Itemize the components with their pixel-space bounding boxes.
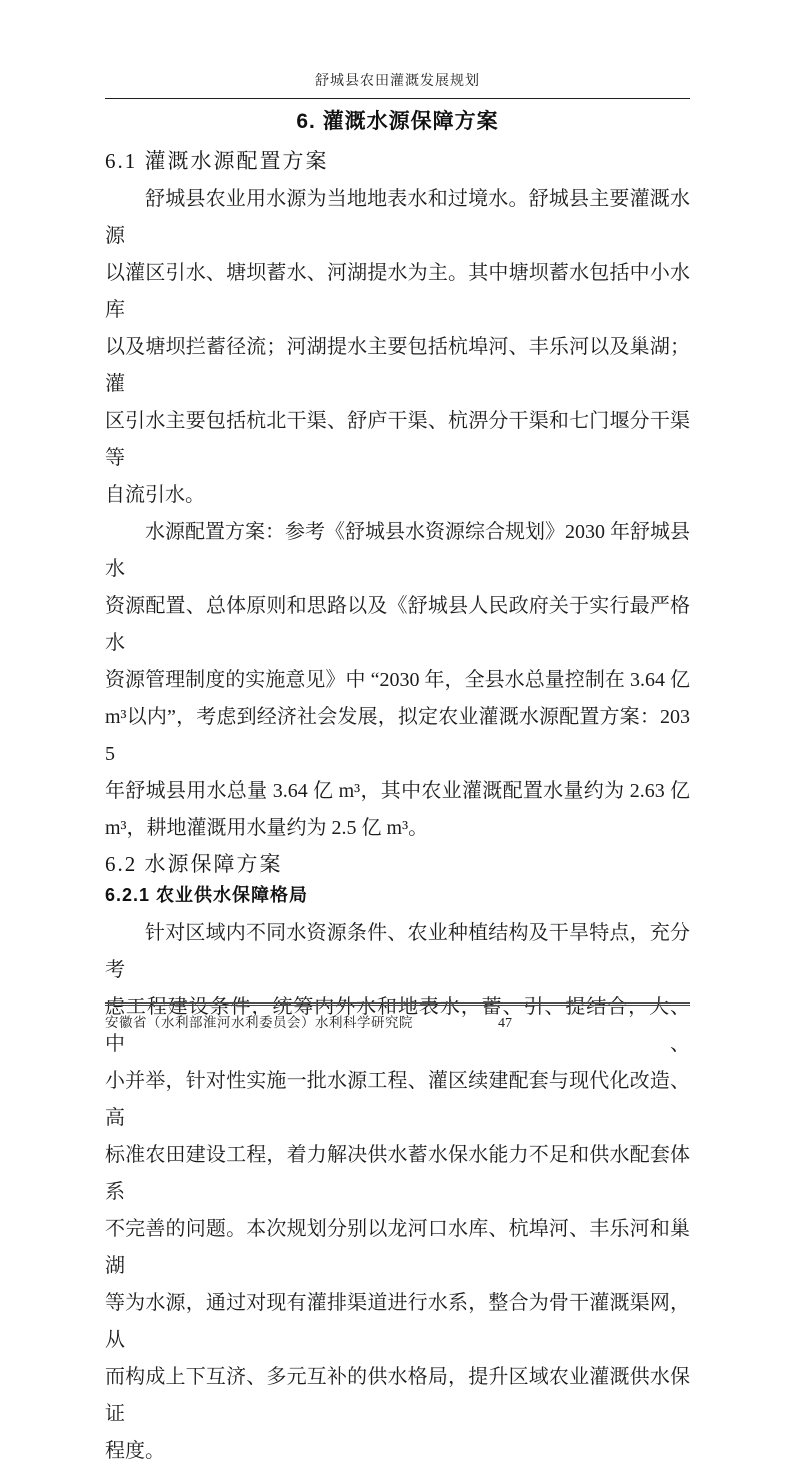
page-content — [105, 0, 690, 1470]
page-number: 47 — [498, 1016, 512, 1031]
paragraph-line: 资源配置、总体原则和思路以及《舒城县人民政府关于实行最严格水 — [105, 595, 690, 654]
paragraph-1 — [105, 181, 690, 514]
paragraph-line: 舒城县农业用水源为当地地表水和过境水。舒城县主要灌溉水源 — [105, 188, 690, 247]
section-6-2-1-heading: 6.2.1 农业供水保障格局 — [105, 885, 309, 905]
paragraph-line: 自流引水。 — [105, 484, 205, 506]
paragraph-line: 区引水主要包括杭北干渠、舒庐干渠、杭淠分干渠和七门堰分干渠等 — [105, 410, 690, 469]
chapter-title: 6. 灌溉水源保障方案 — [296, 110, 499, 133]
paragraph-line: 针对区域内不同水资源条件、农业种植结构及干旱特点，充分考 — [105, 922, 690, 981]
section-6-1-heading: 6.1 灌溉水源配置方案 — [105, 149, 329, 173]
header-rule — [105, 98, 690, 99]
paragraph-line: 程度。 — [105, 1440, 165, 1462]
paragraph-line: 资源管理制度的实施意见》中 “2030 年，全县水总量控制在 3.64 亿 — [105, 669, 690, 691]
page-footer — [105, 1002, 690, 1032]
footer-rule — [105, 1002, 690, 1004]
section-6-2-heading: 6.2 水源保障方案 — [105, 852, 283, 876]
paragraph-line: 年舒城县用水总量 3.64 亿 m³，其中农业灌溉配置水量约为 2.63 亿 — [105, 780, 690, 802]
footer-row — [105, 1006, 690, 1032]
paragraph-line: 而构成上下互济、多元互补的供水格局，提升区域农业灌溉供水保证 — [105, 1366, 690, 1425]
running-header — [105, 0, 690, 99]
running-header-title: 舒城县农田灌溉发展规划 — [315, 74, 480, 89]
footer-organization: 安徽省（水利部淮河水利委员会）水利科学研究院 — [105, 1015, 413, 1030]
paragraph-line: 等为水源，通过对现有灌排渠道进行水系，整合为骨干灌溉渠网，从 — [105, 1292, 690, 1351]
paragraph-2 — [105, 514, 690, 847]
paragraph-line: 以灌区引水、塘坝蓄水、河湖提水为主。其中塘坝蓄水包括中小水库 — [105, 262, 690, 321]
paragraph-line: 以及塘坝拦蓄径流；河湖提水主要包括杭埠河、丰乐河以及巢湖；灌 — [105, 336, 690, 395]
paragraph-line: 不完善的问题。本次规划分别以龙河口水库、杭埠河、丰乐河和巢湖 — [105, 1218, 690, 1277]
paragraph-line: 标准农田建设工程，着力解决供水蓄水保水能力不足和供水配套体系 — [105, 1144, 690, 1203]
paragraph-line: 小并举，针对性实施一批水源工程、灌区续建配套与现代化改造、高 — [105, 1070, 690, 1129]
paragraph-line: 虑工程建设条件，统筹内外水和地表水，蓄、引、提结合，大、中、 — [105, 996, 690, 1055]
paragraph-3 — [105, 915, 690, 1470]
paragraph-line: m³，耕地灌溉用水量约为 2.5 亿 m³。 — [105, 817, 429, 839]
paragraph-line: m³以内”，考虑到经济社会发展，拟定农业灌溉水源配置方案：2035 — [105, 706, 690, 765]
paragraph-line: 水源配置方案：参考《舒城县水资源综合规划》2030 年舒城县水 — [105, 521, 690, 580]
